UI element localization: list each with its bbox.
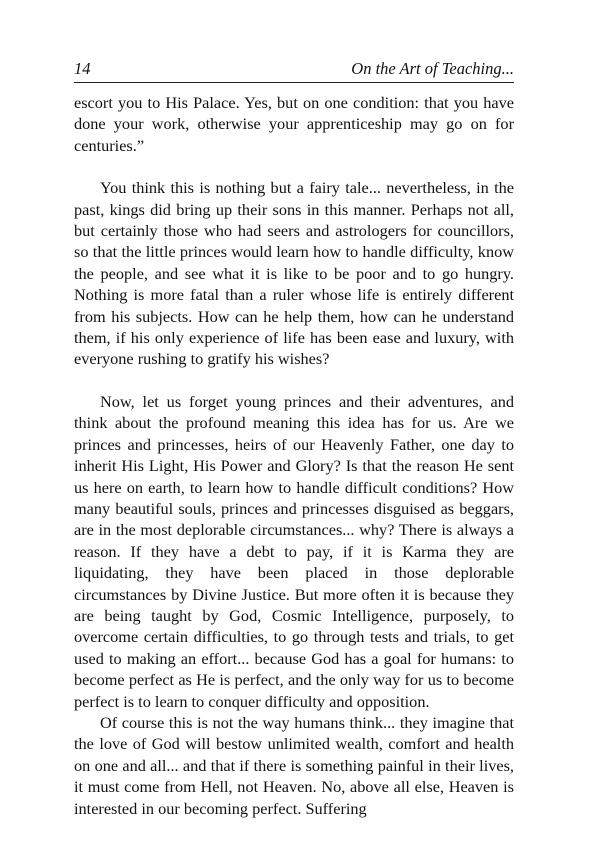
running-head: [74, 58, 514, 80]
paragraph-continuation: escort you to His Palace. Yes, but on one condition: that you have done your work, otherwise your apprenticeship may go on for centuries.”: [74, 93, 514, 155]
body-text: [74, 92, 514, 819]
paragraph-fairy-tale: You think this is nothing but a fairy tale... nevertheless, in the past, kings did bring up their sons in this manner. Perhaps not all, but certainly those who had seers and astrologers for councillors, so that the little princes would learn how to handle difficulty, know the people, and see what it is like to be poor and to go hungry. Nothing is more fatal than a ruler whose life is entirely different from his subjects. How can he help them, how can he understand them, if his only experience of life has been ease and luxury, with everyone rushing to gratify his wishes?: [74, 178, 514, 369]
header-rule: [74, 82, 514, 83]
running-title: On the Art of Teaching...: [351, 59, 514, 78]
page-number: 14: [74, 59, 91, 78]
paragraph-humans-think: Of course this is not the way humans think... they imagine that the love of God will bestow unlimited wealth, comfort and health on one and all... and that if there is something painful in their lives, it must come from Hell, not Heaven. No, above all else, Heaven is interested in our becoming perfect. Suffering: [74, 712, 514, 818]
paragraph-princes: Now, let us forget young princes and their adventures, and think about the profound meaning this idea has for us. Are we princes and princesses, heirs of our Heavenly Father, one day to inherit His Light, His Power and Glory? Is that the reason He sent us here on earth, to learn how to handle difficult conditions? How many beautiful souls, princes and princesses disguised as beggars, are in the most deplorable circumstances... why? There is always a reason. If they have a debt to pay, if it is Karma they are liquidating, they have been placed in those deplorable circumstances by Divine Justice. But more often it is because they are being taught by God, Cosmic Intelligence, purposely, to overcome certain difficulties, to go through tests and trials, to get used to making an effort... because God has a goal for humans: to become perfect as He is perfect, and the only way for us to become perfect is to learn to conquer difficulty and opposition.: [74, 391, 514, 711]
